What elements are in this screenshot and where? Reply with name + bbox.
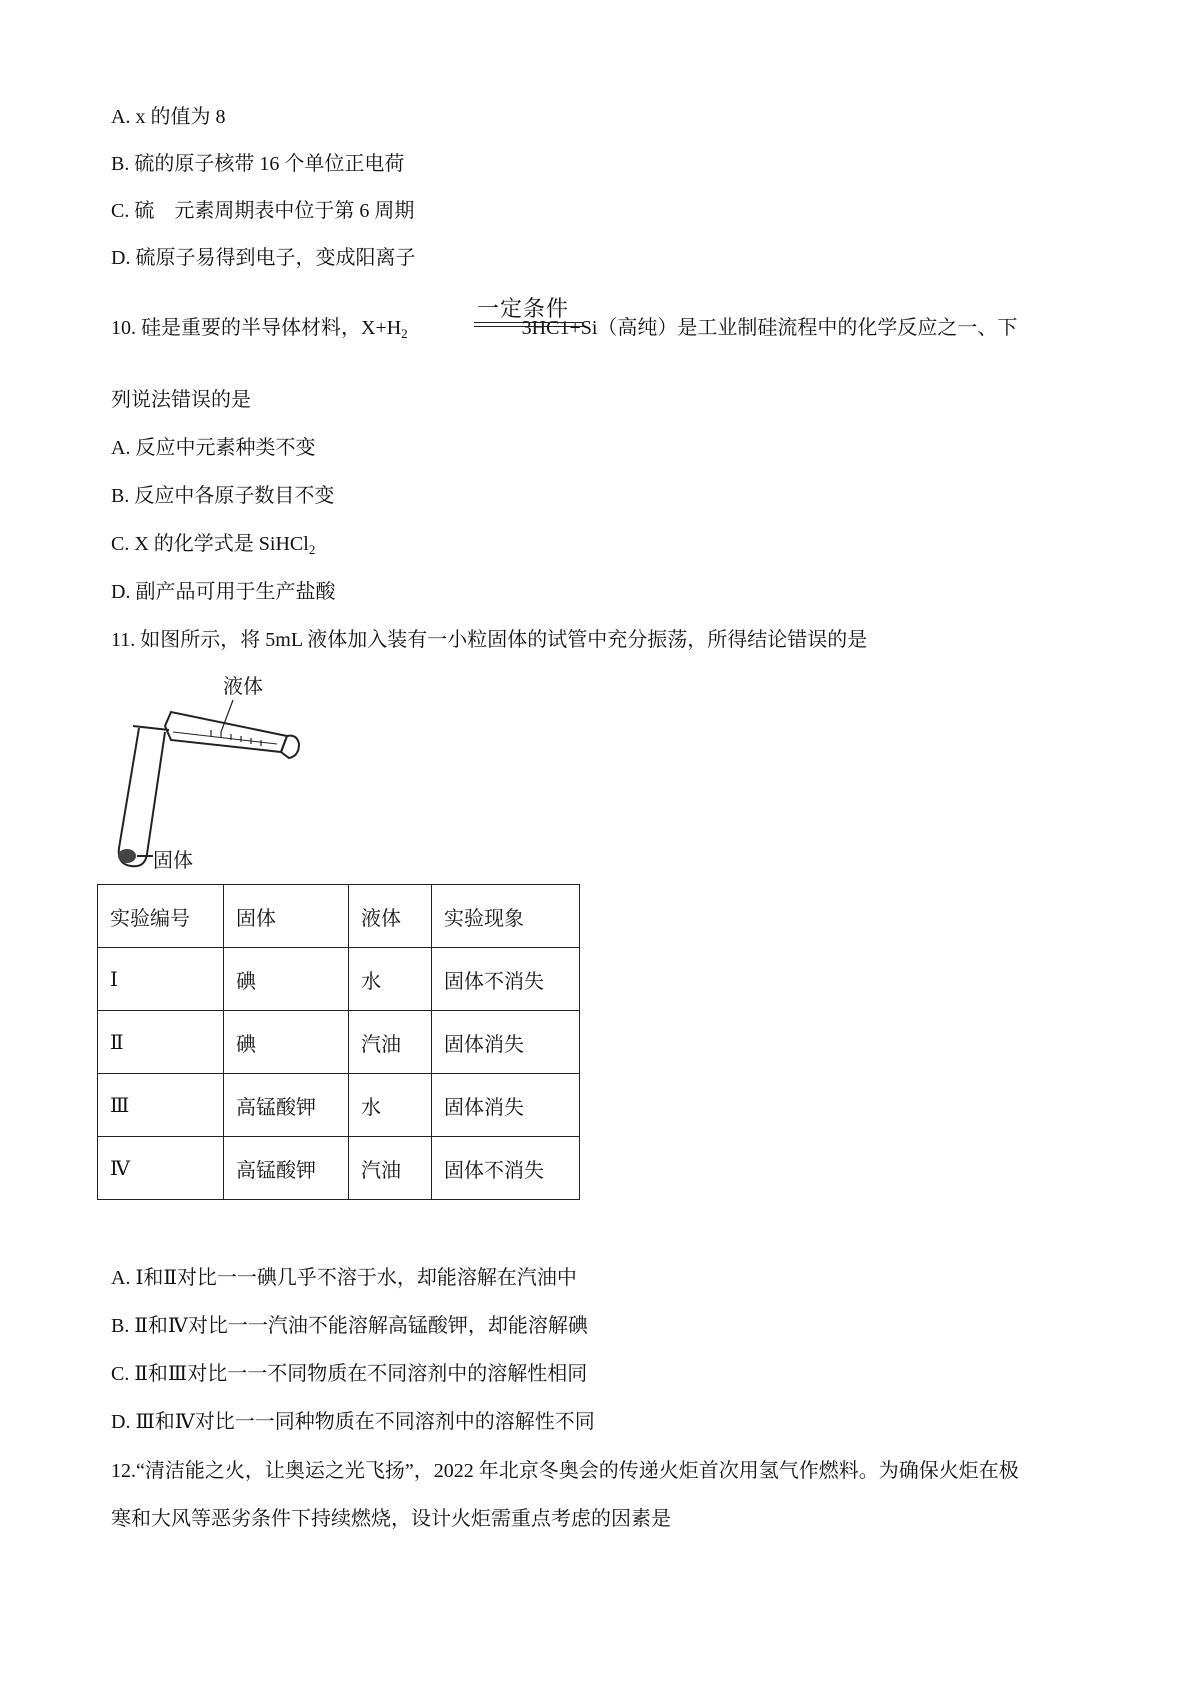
q11-option-d: D. Ⅲ和Ⅳ对比一一同种物质在不同溶剂中的溶解性不同 [111, 1411, 595, 1433]
q10-option-a: A. 反应中元素种类不变 [111, 437, 316, 459]
test-tube-figure [111, 670, 321, 870]
equals-line-bottom [474, 326, 584, 327]
header-cell: 实验现象 [432, 885, 580, 948]
q10-option-c [111, 532, 315, 562]
table-cell: 固体不消失 [432, 948, 580, 1011]
header-cell: 固体 [224, 885, 349, 948]
table-cell: 汽油 [349, 1137, 432, 1200]
header-cell: 实验编号 [98, 885, 224, 948]
q11-option-b: B. Ⅱ和Ⅳ对比一一汽油不能溶解高锰酸钾，却能溶解碘 [111, 1315, 588, 1337]
table-cell: 固体消失 [432, 1074, 580, 1137]
question-10-stem-line2: 列说法错误的是 [111, 389, 251, 411]
table-cell: 固体不消失 [432, 1137, 580, 1200]
table-cell: 碘 [224, 1011, 349, 1074]
table-cell: 碘 [224, 948, 349, 1011]
q10-option-b: B. 反应中各原子数目不变 [111, 485, 335, 507]
solid-label: 固体 [153, 848, 193, 872]
question-11-stem: 11. 如图所示，将 5mL 液体加入装有一小粒固体的试管中充分振荡，所得结论错误的是 [111, 629, 868, 651]
table-row [98, 1074, 580, 1137]
equation-left: X+H [361, 317, 402, 339]
option-a: A. x 的值为 8 [111, 106, 226, 128]
reaction-condition: 一定条件 [477, 296, 570, 321]
table-cell: 水 [349, 1074, 432, 1137]
q11-option-c: C. Ⅱ和Ⅲ对比一一不同物质在不同溶剂中的溶解性相同 [111, 1363, 588, 1385]
q10-suffix: （高纯）是工业制硅流程中的化学反应之一、下 [597, 317, 1018, 339]
table-row [98, 1011, 580, 1074]
equation-right: 3HC1+Si [521, 317, 598, 339]
question-12-stem-line1: 12.“清洁能之火，让奥运之光飞扬”，2022 年北京冬奥会的传递火炬首次用氢气作燃料。为确保火炬在极 [111, 1460, 1019, 1482]
q11-option-a: A. Ⅰ和Ⅱ对比一一碘几乎不溶于水，却能溶解在汽油中 [111, 1267, 577, 1289]
table-cell: Ⅱ [98, 1011, 224, 1074]
q10-option-c-subscript: 2 [308, 542, 316, 557]
equals-line-top [474, 322, 584, 323]
q10-option-c-text: C. X 的化学式是 SiHCl [111, 533, 309, 555]
liquid-label: 液体 [223, 674, 263, 698]
equation-condition-block [385, 292, 605, 352]
table-cell: Ⅳ [98, 1137, 224, 1200]
solid-particle [118, 849, 136, 863]
option-d: D. 硫原子易得到电子，变成阳离子 [111, 247, 416, 269]
table-cell: 水 [349, 948, 432, 1011]
table-cell: 固体消失 [432, 1011, 580, 1074]
option-b: B. 硫的原子核带 16 个单位正电荷 [111, 153, 405, 175]
option-c: C. 硫 元素周期表中位于第 6 周期 [111, 200, 415, 222]
table-cell: Ⅰ [98, 948, 224, 1011]
header-cell: 液体 [349, 885, 432, 948]
table-header-row [98, 885, 580, 948]
question-12-stem-line2: 寒和大风等恶劣条件下持续燃烧，设计火炬需重点考虑的因素是 [111, 1508, 671, 1530]
table-row [98, 1137, 580, 1200]
test-tube-diagram [111, 670, 321, 870]
table-cell: Ⅲ [98, 1074, 224, 1137]
equation-subscript: 2 [401, 326, 408, 341]
table-cell: 高锰酸钾 [224, 1137, 349, 1200]
q10-prefix: 10. 硅是重要的半导体材料， [111, 317, 361, 339]
table-cell: 高锰酸钾 [224, 1074, 349, 1137]
experiment-table [97, 884, 580, 1200]
q10-option-d: D. 副产品可用于生产盐酸 [111, 581, 336, 603]
table-cell: 汽油 [349, 1011, 432, 1074]
table-row [98, 948, 580, 1011]
